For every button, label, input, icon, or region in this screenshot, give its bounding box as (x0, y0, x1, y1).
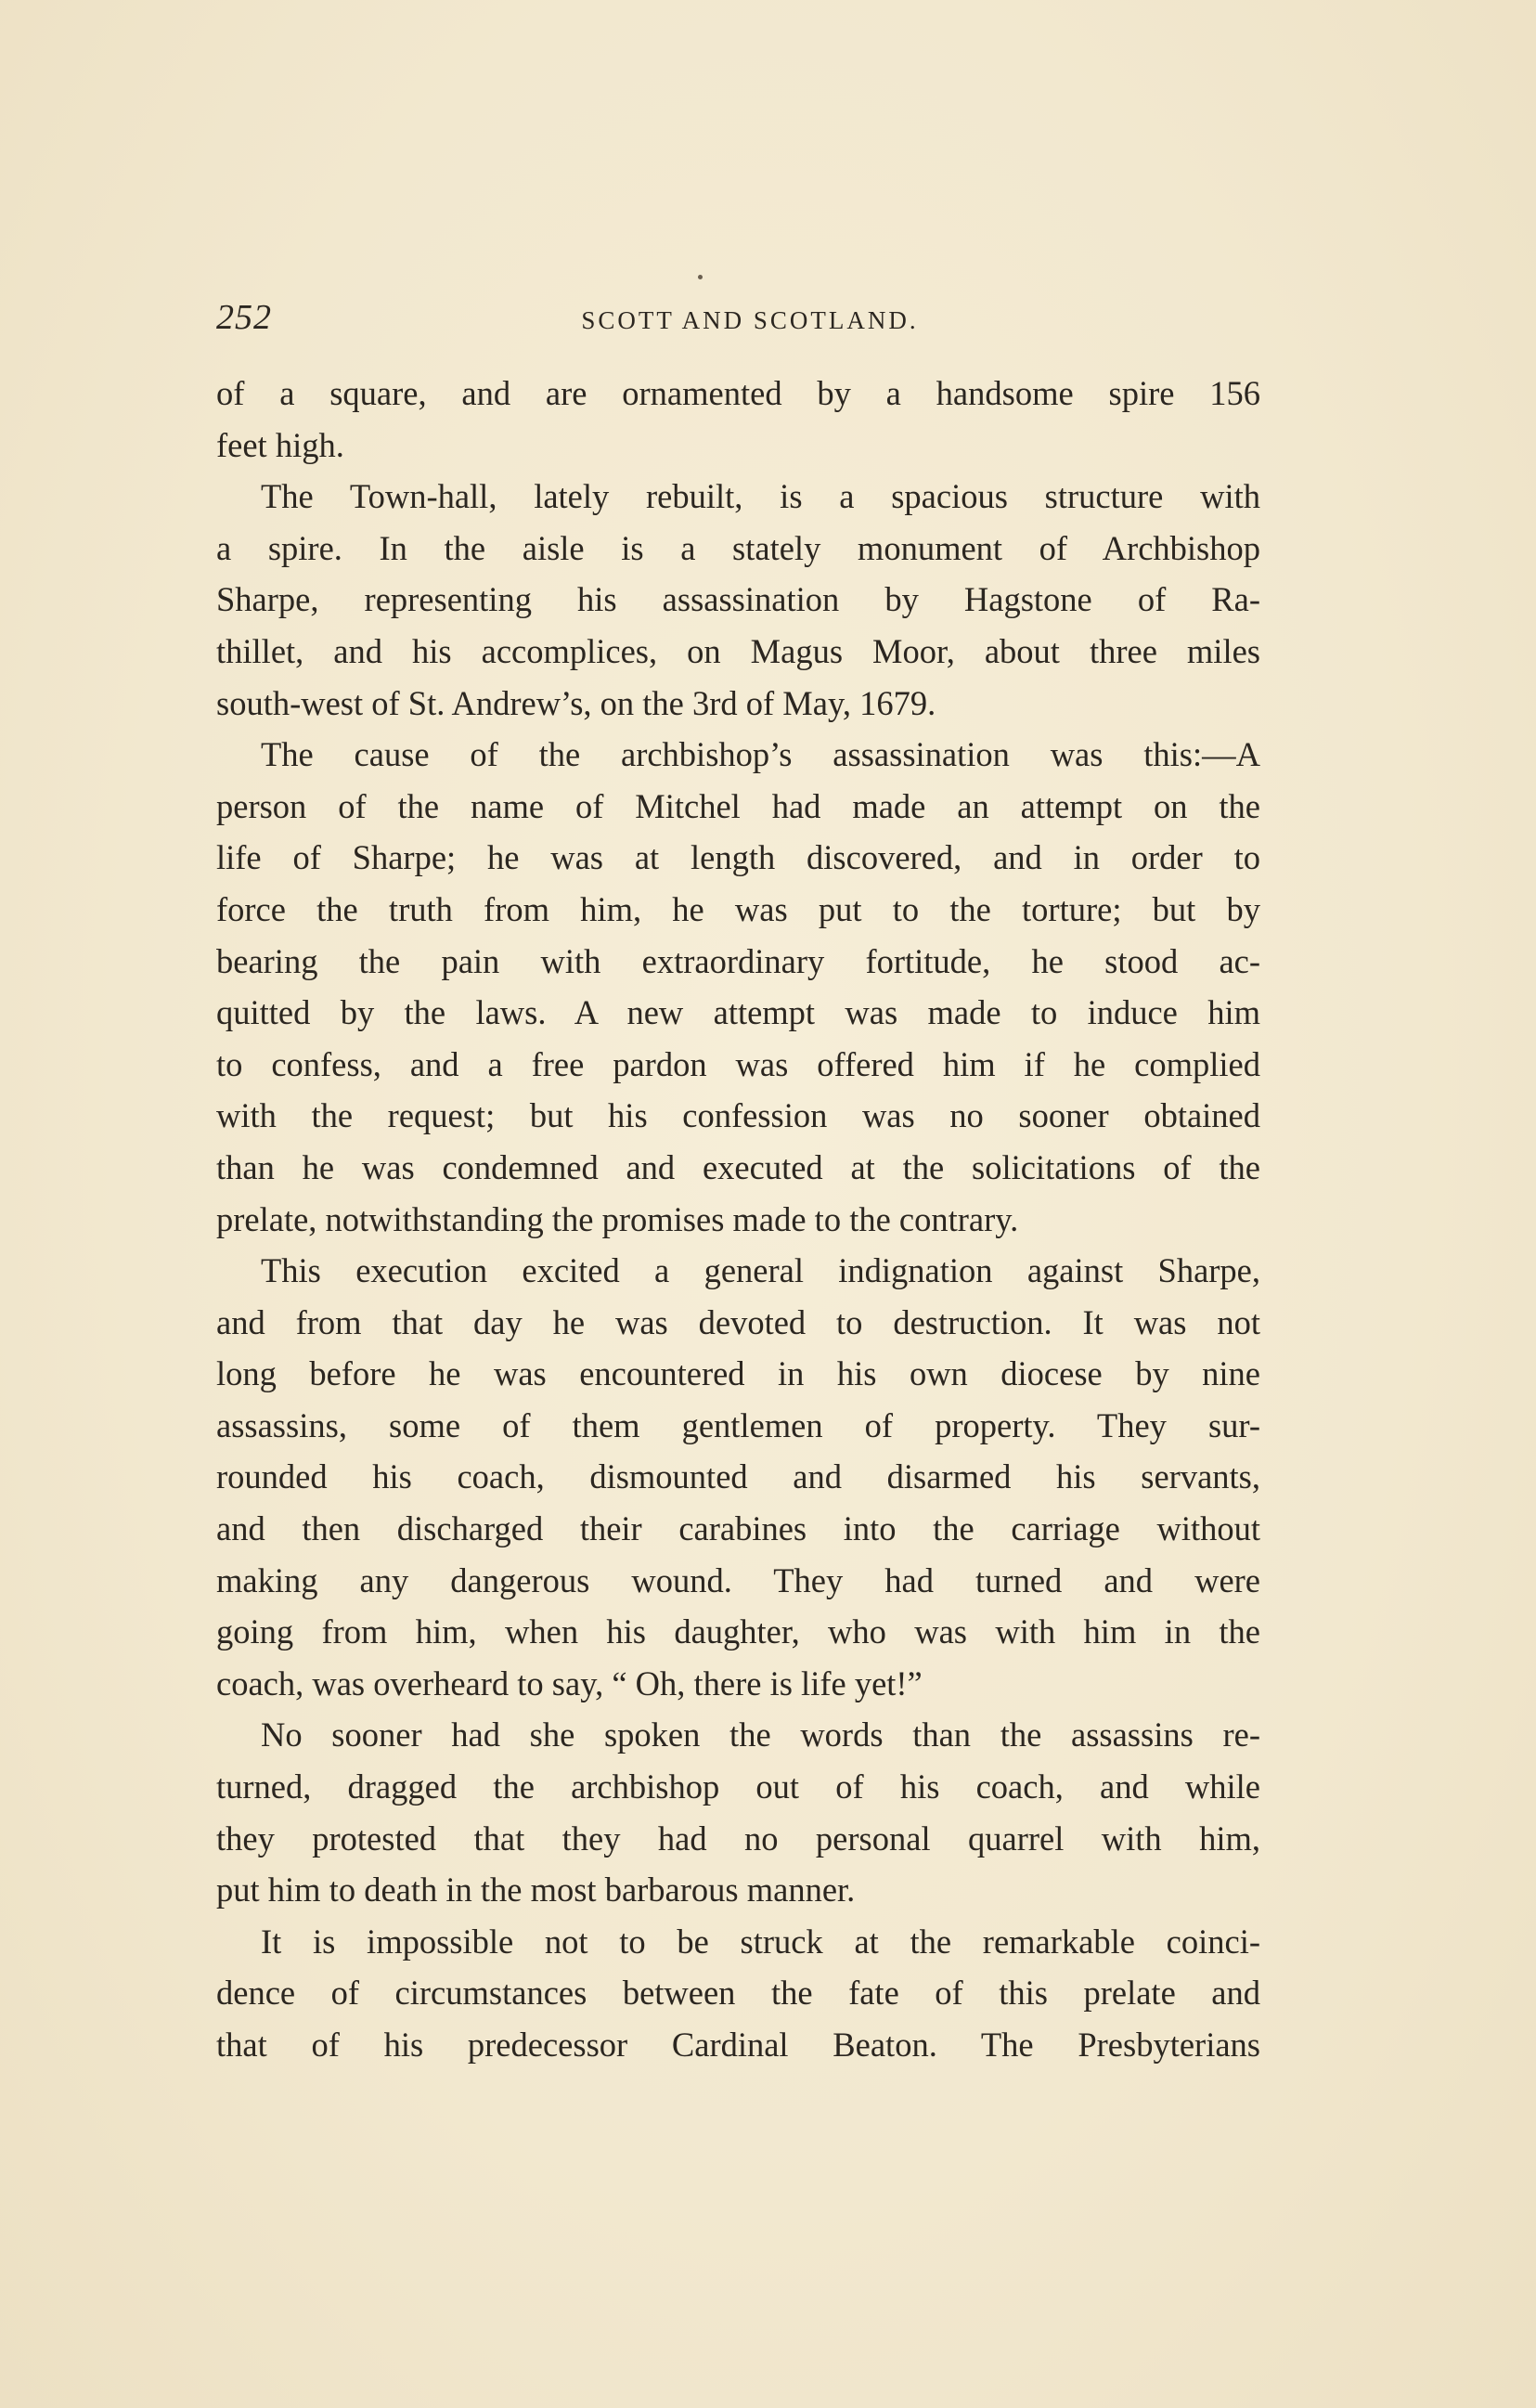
text-line: bearing the pain with extraordinary fortitude, he stood ac- (216, 941, 1260, 980)
printer-dot-mark (698, 275, 703, 279)
text-line: thillet, and his accomplices, on Magus Moor, about three miles (216, 631, 1260, 670)
text-line: assassins, some of them gentlemen of property. They sur- (216, 1405, 1260, 1444)
text-line: and then discharged their carabines into the carriage without (216, 1509, 1260, 1548)
text-line: prelate, notwithstanding the promises made to the contrary. (216, 1199, 1019, 1238)
text-line: coach, was overheard to say, “ Oh, there is life yet!” (216, 1664, 923, 1702)
text-line: a spire. In the aisle is a stately monument of Archbishop (216, 528, 1260, 567)
text-line: Sharpe, representing his assassination by Hagstone of Ra- (216, 580, 1260, 619)
text-line: south-west of St. Andrew’s, on the 3rd of May, 1679. (216, 683, 936, 722)
text-line: It is impossible not to be struck at the remarkable coinci- (261, 1922, 1260, 1961)
page-number: 252 (216, 298, 272, 337)
text-line: to confess, and a free pardon was offered him if he complied (216, 1044, 1260, 1083)
text-line: quitted by the laws. A new attempt was made to induce him (216, 993, 1260, 1032)
text-line: with the request; but his confession was no sooner obtained (216, 1096, 1260, 1135)
text-line: No sooner had she spoken the words than the assassins re- (261, 1715, 1260, 1754)
text-line: and from that day he was devoted to destruction. It was not (216, 1302, 1260, 1341)
text-line: The Town-hall, lately rebuilt, is a spacious structure with (261, 477, 1260, 516)
text-line: The cause of the archbishop’s assassination was this:—A (261, 735, 1260, 774)
text-line: dence of circumstances between the fate of this prelate and (216, 1974, 1260, 2013)
text-line: going from him, when his daughter, who was with him in the (216, 1612, 1260, 1651)
text-line: person of the name of Mitchel had made an attempt on the (216, 786, 1260, 825)
body-text (216, 368, 1260, 2071)
text-line: of a square, and are ornamented by a handsome spire 156 (216, 374, 1260, 412)
text-line: long before he was encountered in his own diocese by nine (216, 1354, 1260, 1393)
text-line: force the truth from him, he was put to the torture; but by (216, 889, 1260, 928)
text-line: than he was condemned and executed at the solicitations of the (216, 1147, 1260, 1186)
text-line: life of Sharpe; he was at length discovered, and in order to (216, 838, 1260, 877)
page-header (216, 297, 1265, 353)
running-head: SCOTT AND SCOTLAND. (581, 306, 919, 334)
text-line: that of his predecessor Cardinal Beaton. The Presbyterians (216, 2026, 1260, 2064)
text-line: rounded his coach, dismounted and disarmed his servants, (216, 1457, 1260, 1496)
text-line: they protested that they had no personal quarrel with him, (216, 1819, 1260, 1858)
text-line: turned, dragged the archbishop out of his coach, and while (216, 1767, 1260, 1806)
text-line: This execution excited a general indignation against Sharpe, (261, 1251, 1260, 1290)
text-line: making any dangerous wound. They had turned and were (216, 1560, 1260, 1599)
text-line: put him to death in the most barbarous manner. (216, 1871, 856, 1910)
text-line: feet high. (216, 425, 344, 464)
